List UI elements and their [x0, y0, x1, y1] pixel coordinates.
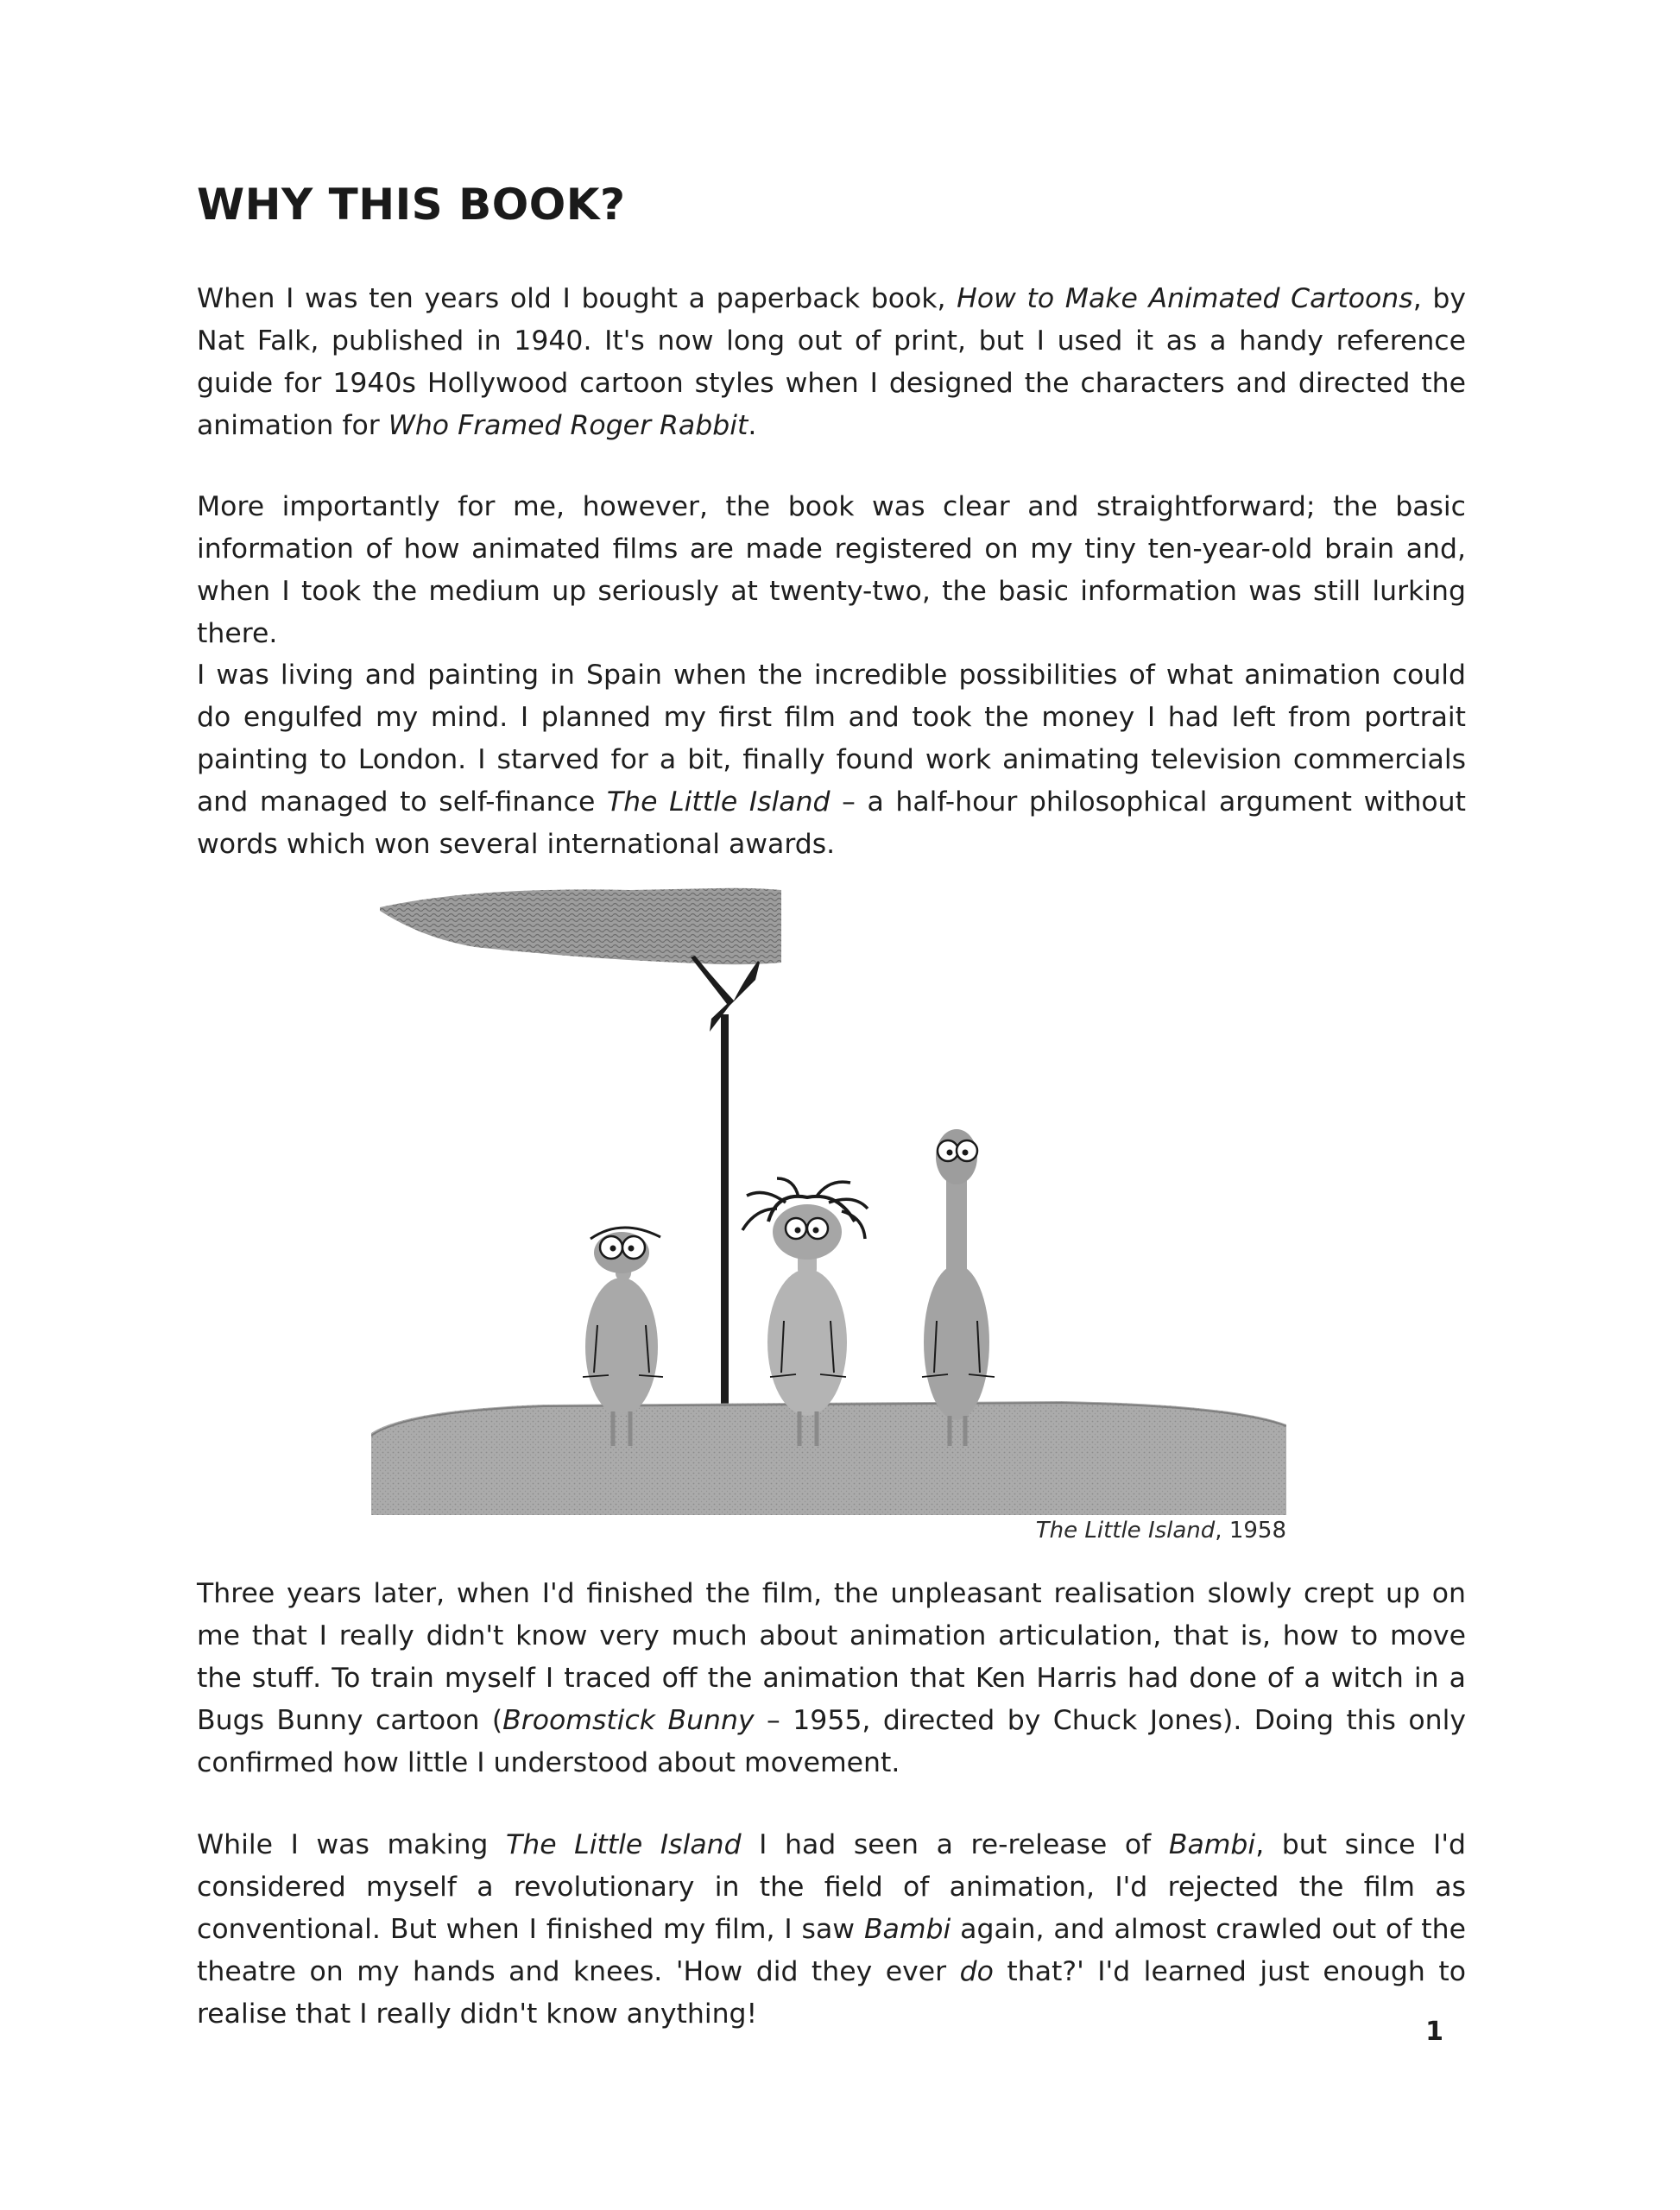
paragraph-5: [197, 1824, 1466, 2036]
p1-text-e: .: [748, 410, 757, 441]
paragraph-4: [197, 1573, 1466, 1784]
p5-text-g: again, and almost crawled out of the theatre on my hands and knees. 'How did they ever: [197, 1914, 1466, 1987]
p1-book-title: How to Make Animated Cartoons: [957, 283, 1413, 314]
p5-text-i: that?' I'd learned just enough to realise that I really didn't know anything!: [197, 1956, 1466, 2030]
p1-text-a: When I was ten years old I bought a paperback book,: [197, 283, 957, 314]
p5-film-title-1: The Little Island: [506, 1829, 742, 1860]
p5-film-title-3: Bambi: [863, 1914, 951, 1945]
tree-trunk-stem: [721, 1014, 729, 1418]
p4-cartoon-title: Broomstick Bunny: [502, 1705, 755, 1736]
p5-emphasis: do: [959, 1956, 994, 1987]
illustration-little-island: [371, 876, 1286, 1515]
p3-film-title: The Little Island: [606, 786, 831, 818]
paragraph-2: [197, 486, 1466, 655]
p5-film-title-2: Bambi: [1168, 1829, 1256, 1860]
island-scene-drawing: [371, 876, 1286, 1515]
paragraph-3: [197, 654, 1466, 866]
caption-title: The Little Island: [1035, 1518, 1216, 1544]
p4-text-c: – 1955, directed by Chuck Jones). Doing this only confirmed how little I understood about movement.: [197, 1705, 1467, 1778]
page-title: WHY THIS BOOK?: [197, 180, 626, 230]
tree-canopy: [380, 888, 781, 965]
p5-text-e: , but since I'd considered myself a revolutionary in the field of animation, I'd rejected the film as conventional. But when I finished my film, I saw: [197, 1829, 1466, 1945]
p2-text-a: More importantly for me, however, the book was clear and straightforward; the basic information of how animated films are made registered on my tiny ten-year-old brain and, when I took the medium up seriously at twenty-two, the basic information was still lurking there.: [197, 491, 1466, 649]
p4-text-a: Three years later, when I'd finished the film, the unpleasant realisation slowly crept up on me that I really didn't know very much about animation articulation, that is, how to move the stuff. To train myself I traced off the animation that Ken Harris had done of a witch in a Bugs Bunny cartoon (: [197, 1578, 1466, 1736]
p3-text-a: I was living and painting in Spain when the incredible possibilities of what animation could do engulfed my mind. I planned my first film and took the money I had left from portrait painting to London. I starved for a bit, finally found work animating television commercials and managed to self-finance: [197, 660, 1466, 818]
paragraph-1: [197, 278, 1466, 447]
figure-caption: [1036, 1518, 1286, 1544]
p5-text-a: While I was making: [197, 1829, 506, 1860]
caption-year: , 1958: [1215, 1518, 1286, 1544]
p1-text-c: , by Nat Falk, published in 1940. It's now long out of print, but I used it as a handy reference guide for 1940s Hollywood cartoon styles when I designed the characters and directed the animation for: [197, 283, 1466, 441]
p3-text-c: – a half-hour philosophical argument without words which won several international awards.: [197, 786, 1466, 860]
page-number: 1: [1425, 2017, 1443, 2047]
p1-film-title: Who Framed Roger Rabbit: [388, 410, 748, 441]
p5-text-c: I had seen a re-release of: [741, 1829, 1169, 1860]
island-ground: [371, 1401, 1286, 1515]
character-right: [922, 1129, 995, 1446]
